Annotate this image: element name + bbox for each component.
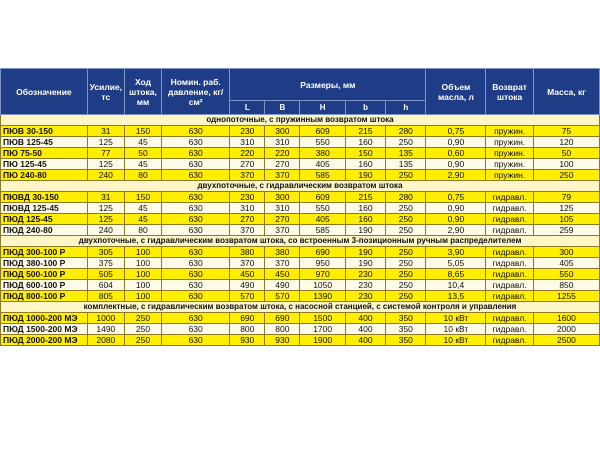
table-row (1, 148, 600, 159)
table-cell: 930 (265, 335, 300, 346)
table-cell: пружин. (486, 170, 534, 181)
table-cell: 950 (300, 258, 345, 269)
table-cell: 150 (345, 148, 385, 159)
table-cell: 490 (230, 280, 265, 291)
table-body (1, 115, 600, 346)
table-cell: 135 (386, 148, 426, 159)
table-cell: 2080 (87, 335, 124, 346)
header-dim-h: h (386, 101, 426, 115)
model-name-cell: ПЮД 500-100 Р (1, 269, 88, 280)
table-cell: 100 (124, 291, 161, 302)
table-cell: 585 (300, 170, 345, 181)
table-cell: 270 (265, 214, 300, 225)
table-cell: 250 (386, 203, 426, 214)
table-cell: 380 (300, 148, 345, 159)
model-name-cell: ПЮД 300-100 Р (1, 247, 88, 258)
table-cell: 105 (533, 214, 599, 225)
table-cell: 250 (124, 324, 161, 335)
header-name: Обозначение (1, 69, 88, 115)
model-name-cell: ПЮВ 125-45 (1, 137, 88, 148)
header-dim-L: L (230, 101, 265, 115)
table-row (1, 269, 600, 280)
table-cell: пружин. (486, 148, 534, 159)
table-cell: 250 (124, 335, 161, 346)
table-row (1, 203, 600, 214)
table-cell: 250 (386, 225, 426, 236)
table-cell: 160 (345, 159, 385, 170)
table-cell: 50 (533, 148, 599, 159)
table-row (1, 225, 600, 236)
table-row (1, 247, 600, 258)
table-cell: 1500 (300, 313, 345, 324)
table-cell: 609 (300, 192, 345, 203)
model-name-cell: ПЮВД 30-150 (1, 192, 88, 203)
header-pressure: Номин. раб. давление, кг/см² (162, 69, 230, 115)
table-cell: 250 (124, 313, 161, 324)
table-row (1, 126, 600, 137)
table-cell: 400 (345, 324, 385, 335)
table-row (1, 170, 600, 181)
table-cell: 380 (230, 247, 265, 258)
table-cell: 100 (124, 247, 161, 258)
table-cell: 690 (300, 247, 345, 258)
table-cell: 505 (87, 269, 124, 280)
table-cell: 125 (87, 137, 124, 148)
table-cell: 1900 (300, 335, 345, 346)
table-cell: 80 (124, 170, 161, 181)
table-cell: 1255 (533, 291, 599, 302)
section-header-row (1, 236, 600, 247)
table-cell: 10 кВт (426, 335, 486, 346)
table-cell: 630 (162, 225, 230, 236)
table-cell: 259 (533, 225, 599, 236)
table-cell: 0,90 (426, 159, 486, 170)
section-header-row (1, 115, 600, 126)
table-row (1, 313, 600, 324)
section-header-row (1, 181, 600, 192)
table-cell: 405 (300, 214, 345, 225)
table-row (1, 159, 600, 170)
table-cell: 100 (533, 159, 599, 170)
model-name-cell: ПЮВ 30-150 (1, 126, 88, 137)
table-cell: 310 (265, 137, 300, 148)
table-cell: 630 (162, 280, 230, 291)
header-dim-H: H (300, 101, 345, 115)
table-cell: 850 (533, 280, 599, 291)
table-cell: 490 (265, 280, 300, 291)
table-cell: 630 (162, 192, 230, 203)
table-cell: гидравл. (486, 192, 534, 203)
table-cell: 630 (162, 137, 230, 148)
section-title: комплектные, с гидравлическим возвратом штока, с насосной станцией, с системой контроля и управления (1, 302, 600, 313)
table-cell: 630 (162, 258, 230, 269)
table-cell: 609 (300, 126, 345, 137)
table-cell: гидравл. (486, 324, 534, 335)
table-cell: гидравл. (486, 225, 534, 236)
model-name-cell: ПЮ 75-50 (1, 148, 88, 159)
model-name-cell: ПЮД 380-100 Р (1, 258, 88, 269)
table-cell: 230 (345, 291, 385, 302)
table-cell: 405 (533, 258, 599, 269)
table-cell: 1600 (533, 313, 599, 324)
hydraulic-jack-spec-table (0, 68, 600, 346)
model-name-cell: ПЮД 240-80 (1, 225, 88, 236)
table-cell: 2000 (533, 324, 599, 335)
table-cell: 230 (345, 280, 385, 291)
table-cell: 45 (124, 203, 161, 214)
model-name-cell: ПЮД 125-45 (1, 214, 88, 225)
table-cell: гидравл. (486, 258, 534, 269)
table-cell: 31 (87, 192, 124, 203)
table-cell: 690 (265, 313, 300, 324)
table-cell: 370 (265, 170, 300, 181)
table-cell: 250 (386, 280, 426, 291)
table-cell: 250 (386, 247, 426, 258)
table-cell: 250 (533, 170, 599, 181)
table-cell: 0,60 (426, 148, 486, 159)
table-cell: гидравл. (486, 247, 534, 258)
header-return: Возврат штока (486, 69, 534, 115)
table-cell: 10,4 (426, 280, 486, 291)
table-cell: 630 (162, 335, 230, 346)
table-cell: 550 (533, 269, 599, 280)
table-cell: 585 (300, 225, 345, 236)
table-cell: 310 (265, 203, 300, 214)
table-cell: 2500 (533, 335, 599, 346)
table-cell: 160 (345, 214, 385, 225)
table-cell: пружин. (486, 126, 534, 137)
header-dim-B: B (265, 101, 300, 115)
header-mass: Масса, кг (533, 69, 599, 115)
table-cell: 75 (533, 126, 599, 137)
table-cell: 230 (345, 269, 385, 280)
table-cell: 630 (162, 126, 230, 137)
table-cell: 100 (124, 280, 161, 291)
table-cell: 215 (345, 192, 385, 203)
table-cell: 2,90 (426, 225, 486, 236)
table-cell: 80 (124, 225, 161, 236)
table-cell: 630 (162, 214, 230, 225)
table-cell: 800 (230, 324, 265, 335)
model-name-cell: ПЮ 125-45 (1, 159, 88, 170)
table-cell: 150 (124, 126, 161, 137)
table-cell: 300 (265, 192, 300, 203)
table-cell: 370 (265, 258, 300, 269)
table-cell: 0,75 (426, 192, 486, 203)
table-cell: 400 (345, 335, 385, 346)
table-cell: 45 (124, 137, 161, 148)
table-cell: гидравл. (486, 335, 534, 346)
table-cell: 220 (265, 148, 300, 159)
table-row (1, 324, 600, 335)
table-row (1, 291, 600, 302)
table-cell: 350 (386, 324, 426, 335)
table-cell: 604 (87, 280, 124, 291)
model-name-cell: ПЮ 240-80 (1, 170, 88, 181)
table-cell: гидравл. (486, 291, 534, 302)
table-cell: 1700 (300, 324, 345, 335)
table-cell: 190 (345, 225, 385, 236)
model-name-cell: ПЮД 800-100 Р (1, 291, 88, 302)
table-cell: 350 (386, 335, 426, 346)
section-title: двухпоточные, с гидравлическим возвратом штока, со встроенным 3-позиционным ручным распределителем (1, 236, 600, 247)
table-cell: 270 (265, 159, 300, 170)
table-cell: 1490 (87, 324, 124, 335)
table-cell: 230 (230, 126, 265, 137)
model-name-cell: ПЮД 1000-200 МЭ (1, 313, 88, 324)
table-cell: 570 (230, 291, 265, 302)
table-cell: 970 (300, 269, 345, 280)
table-cell: 125 (533, 203, 599, 214)
table-cell: 215 (345, 126, 385, 137)
table-cell: 630 (162, 148, 230, 159)
header-dim-b: b (345, 101, 385, 115)
table-cell: 630 (162, 159, 230, 170)
table-cell: 250 (386, 137, 426, 148)
table-row (1, 280, 600, 291)
model-name-cell: ПЮД 1500-200 МЭ (1, 324, 88, 335)
table-row (1, 192, 600, 203)
section-title: однопоточные, с пружинным возвратом штока (1, 115, 600, 126)
section-header-row (1, 302, 600, 313)
table-cell: 630 (162, 313, 230, 324)
table-cell: 300 (533, 247, 599, 258)
table-cell: 450 (230, 269, 265, 280)
table-cell: 77 (87, 148, 124, 159)
table-cell: гидравл. (486, 203, 534, 214)
table-cell: 125 (87, 203, 124, 214)
table-cell: гидравл. (486, 214, 534, 225)
table-cell: 350 (386, 313, 426, 324)
table-cell: 50 (124, 148, 161, 159)
table-cell: 550 (300, 203, 345, 214)
table-cell: 400 (345, 313, 385, 324)
table-cell: 0,90 (426, 137, 486, 148)
table-cell: 0,90 (426, 214, 486, 225)
model-name-cell: ПЮВД 125-45 (1, 203, 88, 214)
table-cell: 630 (162, 324, 230, 335)
model-name-cell: ПЮД 2000-200 МЭ (1, 335, 88, 346)
table-cell: 305 (87, 247, 124, 258)
table-cell: 10 кВт (426, 313, 486, 324)
table-cell: 100 (124, 258, 161, 269)
table-cell: 13,5 (426, 291, 486, 302)
table-cell: 250 (386, 170, 426, 181)
table-cell: 8,65 (426, 269, 486, 280)
table-cell: 3,90 (426, 247, 486, 258)
table-cell: 370 (230, 258, 265, 269)
table-cell: 630 (162, 269, 230, 280)
table-cell: 0,75 (426, 126, 486, 137)
table-cell: 45 (124, 159, 161, 170)
table-cell: 630 (162, 291, 230, 302)
table-cell: 190 (345, 247, 385, 258)
table-cell: 270 (230, 159, 265, 170)
table-cell: 800 (265, 324, 300, 335)
header-force: Усилие, тс (87, 69, 124, 115)
table-row (1, 137, 600, 148)
table-cell: гидравл. (486, 313, 534, 324)
table-cell: 240 (87, 225, 124, 236)
table-cell: 240 (87, 170, 124, 181)
table-cell: 405 (300, 159, 345, 170)
table-cell: 250 (386, 214, 426, 225)
table-cell: 690 (230, 313, 265, 324)
table-cell: 270 (230, 214, 265, 225)
table-cell: 930 (230, 335, 265, 346)
table-cell: 370 (265, 225, 300, 236)
table-cell: 79 (533, 192, 599, 203)
table-cell: гидравл. (486, 269, 534, 280)
table-header (1, 69, 600, 115)
table-cell: 0,90 (426, 203, 486, 214)
table-cell: 135 (386, 159, 426, 170)
table-row (1, 335, 600, 346)
table-cell: 1000 (87, 313, 124, 324)
table-cell: 190 (345, 170, 385, 181)
table-cell: 805 (87, 291, 124, 302)
table-cell: 150 (124, 192, 161, 203)
table-cell: 125 (87, 159, 124, 170)
table-cell: 280 (386, 126, 426, 137)
table-cell: 250 (386, 291, 426, 302)
table-cell: 120 (533, 137, 599, 148)
table-cell: 280 (386, 192, 426, 203)
table-cell: 370 (230, 225, 265, 236)
table-row (1, 258, 600, 269)
table-cell: 630 (162, 203, 230, 214)
table-cell: 160 (345, 203, 385, 214)
table-cell: 450 (265, 269, 300, 280)
section-title: двухпоточные, с гидравлическим возвратом штока (1, 181, 600, 192)
table-cell: 10 кВт (426, 324, 486, 335)
table-cell: 370 (230, 170, 265, 181)
table-cell: 100 (124, 269, 161, 280)
table-cell: 380 (265, 247, 300, 258)
table-cell: 220 (230, 148, 265, 159)
table-cell: 630 (162, 247, 230, 258)
table-cell: 550 (300, 137, 345, 148)
table-cell: 230 (230, 192, 265, 203)
table-cell: 31 (87, 126, 124, 137)
table-cell: 125 (87, 214, 124, 225)
table-cell: 250 (386, 269, 426, 280)
table-cell: 310 (230, 203, 265, 214)
table-cell: 570 (265, 291, 300, 302)
table-cell: 310 (230, 137, 265, 148)
table-cell: 190 (345, 258, 385, 269)
table-cell: гидравл. (486, 280, 534, 291)
table-cell: 300 (265, 126, 300, 137)
model-name-cell: ПЮД 600-100 Р (1, 280, 88, 291)
table-cell: пружин. (486, 159, 534, 170)
header-stroke: Ход штока, мм (124, 69, 161, 115)
table-row (1, 214, 600, 225)
table-cell: 160 (345, 137, 385, 148)
table-cell: 45 (124, 214, 161, 225)
header-oil-volume: Объем масла, л (426, 69, 486, 115)
header-dimensions: Размеры, мм (230, 69, 426, 101)
table-cell: 1050 (300, 280, 345, 291)
table-cell: 1390 (300, 291, 345, 302)
table-cell: 5,05 (426, 258, 486, 269)
table-cell: 630 (162, 170, 230, 181)
table-cell: 250 (386, 258, 426, 269)
table-cell: 375 (87, 258, 124, 269)
table-cell: пружин. (486, 137, 534, 148)
table-cell: 2,90 (426, 170, 486, 181)
